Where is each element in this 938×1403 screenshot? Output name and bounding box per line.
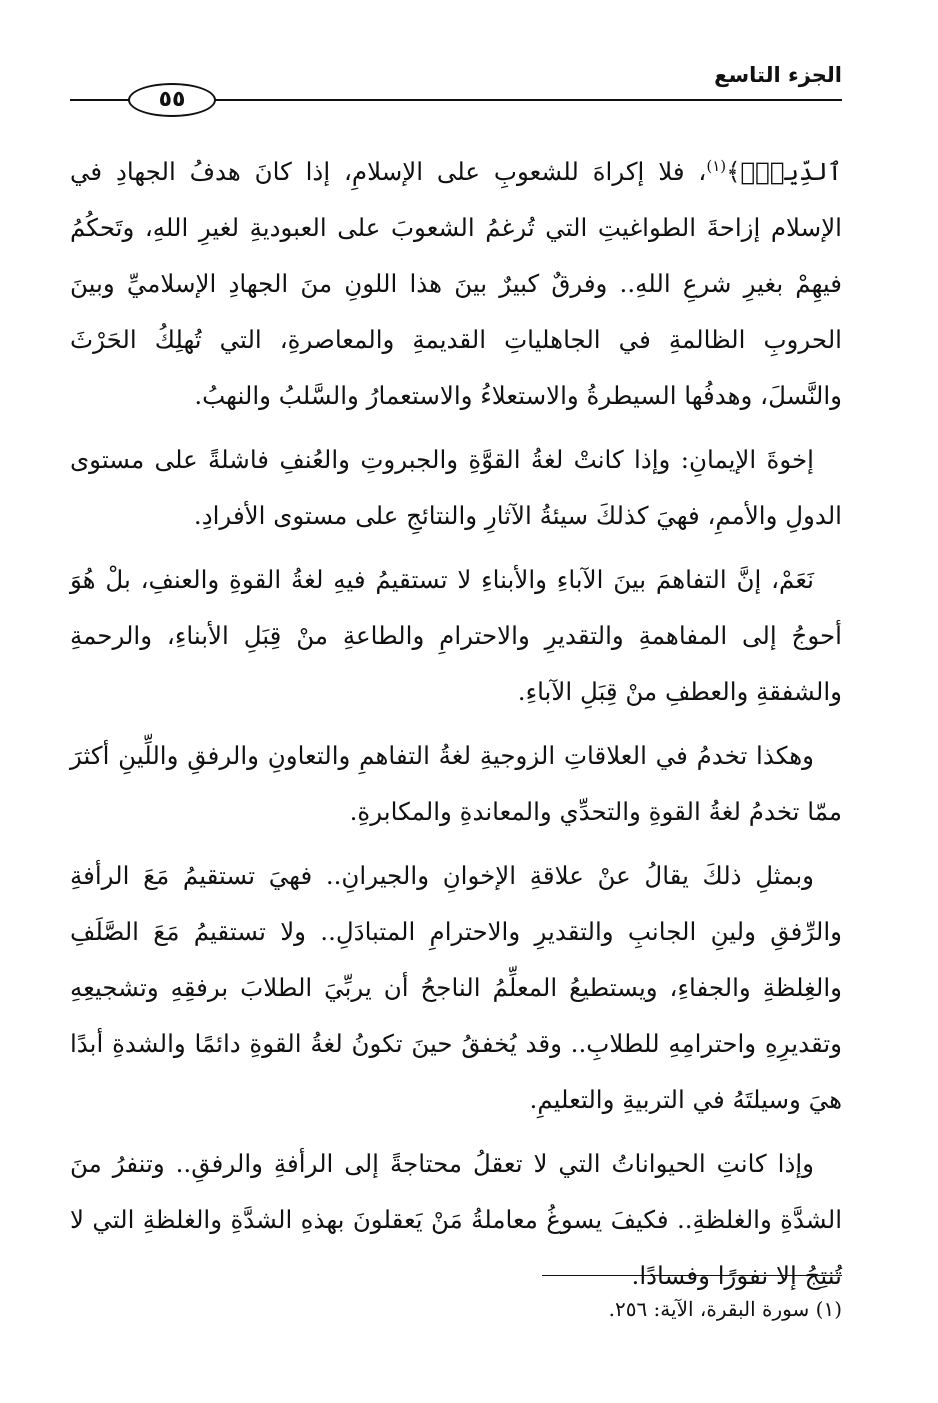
paragraph-1 <box>70 144 842 424</box>
footnote: (١) سورة البقرة، الآية: ٢٥٦. <box>608 1297 842 1321</box>
paragraph-3: نَعَمْ، إنَّ التفاهمَ بينَ الآباءِ والأبناءِ لا تستقيمُ فيهِ لغةُ القوةِ والعنفِ، بلْ هُوَ أحوجُ إلى المفاهمةِ والتقديرِ والاحترامِ والطاعةِ منْ قِبَلِ الأبناءِ، والرحمةِ والشفقةِ والعطفِ منْ قِبَلِ الآباءِ. <box>70 565 842 706</box>
footnote-rule <box>542 1275 842 1276</box>
body-text <box>70 144 842 1312</box>
paragraph-2: إخوةَ الإيمانِ: وإذا كانتْ لغةُ القوَّةِ والجبروتِ والعُنفِ فاشلةً على مستوى الدولِ والأممِ، فهيَ كذلكَ سيئةُ الآثارِ والنتائجِ على مستوى الأفرادِ. <box>70 445 842 530</box>
page-number: ٥٥ <box>128 83 216 117</box>
paragraph-5: وبمثلِ ذلكَ يقالُ عنْ علاقةِ الإخوانِ والجيرانِ.. فهيَ تستقيمُ مَعَ الرأفةِ والرِّفقِ ولينِ الجانبِ والتقديرِ والاحترامِ المتبادَلِ.. ولا تستقيمُ مَعَ الصَّلَفِ والغِلظةِ والجفاءِ، ويستطيعُ المعلِّمُ الناجحُ أن يربِّيَ الطلابَ برفقِهِ وتشجيعِهِ وتقديرِهِ واحترامِهِ للطلابِ.. وقد يُخفقُ حينَ تكونُ لغةُ القوةِ دائمًا والشدةِ أبدًا هيَ وسيلتَهُ في التربيةِ والتعليمِ. <box>70 861 842 1114</box>
paragraph-4: وهكذا تخدمُ في العلاقاتِ الزوجيةِ لغةُ التفاهمِ والتعاونِ والرفقِ واللِّينِ أكثرَ ممّا تخدمُ لغةُ القوةِ والتحدِّي والمعاندةِ والمكابرةِ. <box>70 741 842 826</box>
chapter-title: الجزء التاسع <box>714 63 842 87</box>
verse-fragment: ٱلدِّينِۖ﴾ <box>726 157 842 186</box>
footnote-reference: (١) <box>706 156 727 175</box>
paragraph-1-text: ، فلا إكراهَ للشعوبِ على الإسلامِ، إذا كانَ هدفُ الجهادِ في الإسلام إزاحةَ الطواغيتِ التي تُرغمُ الشعوبَ على العبوديةِ لغيرِ اللهِ، وتَحكُمُ فيهِمْ بغيرِ شرعِ اللهِ.. وفرقٌ كبيرٌ بينَ هذا اللونِ منَ الجهادِ الإسلاميِّ وبينَ الحروبِ الظالمةِ في الجاهلياتِ القديمةِ والمعاصرةِ، التي تُهلِكُ الحَرْثَ والنَّسلَ، وهدفُها السيطرةُ والاستعلاءُ والاستعمارُ والسَّلبُ والنهبُ. <box>70 157 842 410</box>
page-header <box>70 58 842 118</box>
paragraph-6: وإذا كانتِ الحيواناتُ التي لا تعقلُ محتاجةً إلى الرأفةِ والرفقِ.. وتنفرُ منَ الشدَّةِ والغلظةِ.. فكيفَ يسوغُ معاملةُ مَنْ يَعقلونَ بهذهِ الشدَّةِ والغلظةِ التي لا تُنتِجُ إلا نفورًا وفسادًا. <box>70 1149 842 1290</box>
